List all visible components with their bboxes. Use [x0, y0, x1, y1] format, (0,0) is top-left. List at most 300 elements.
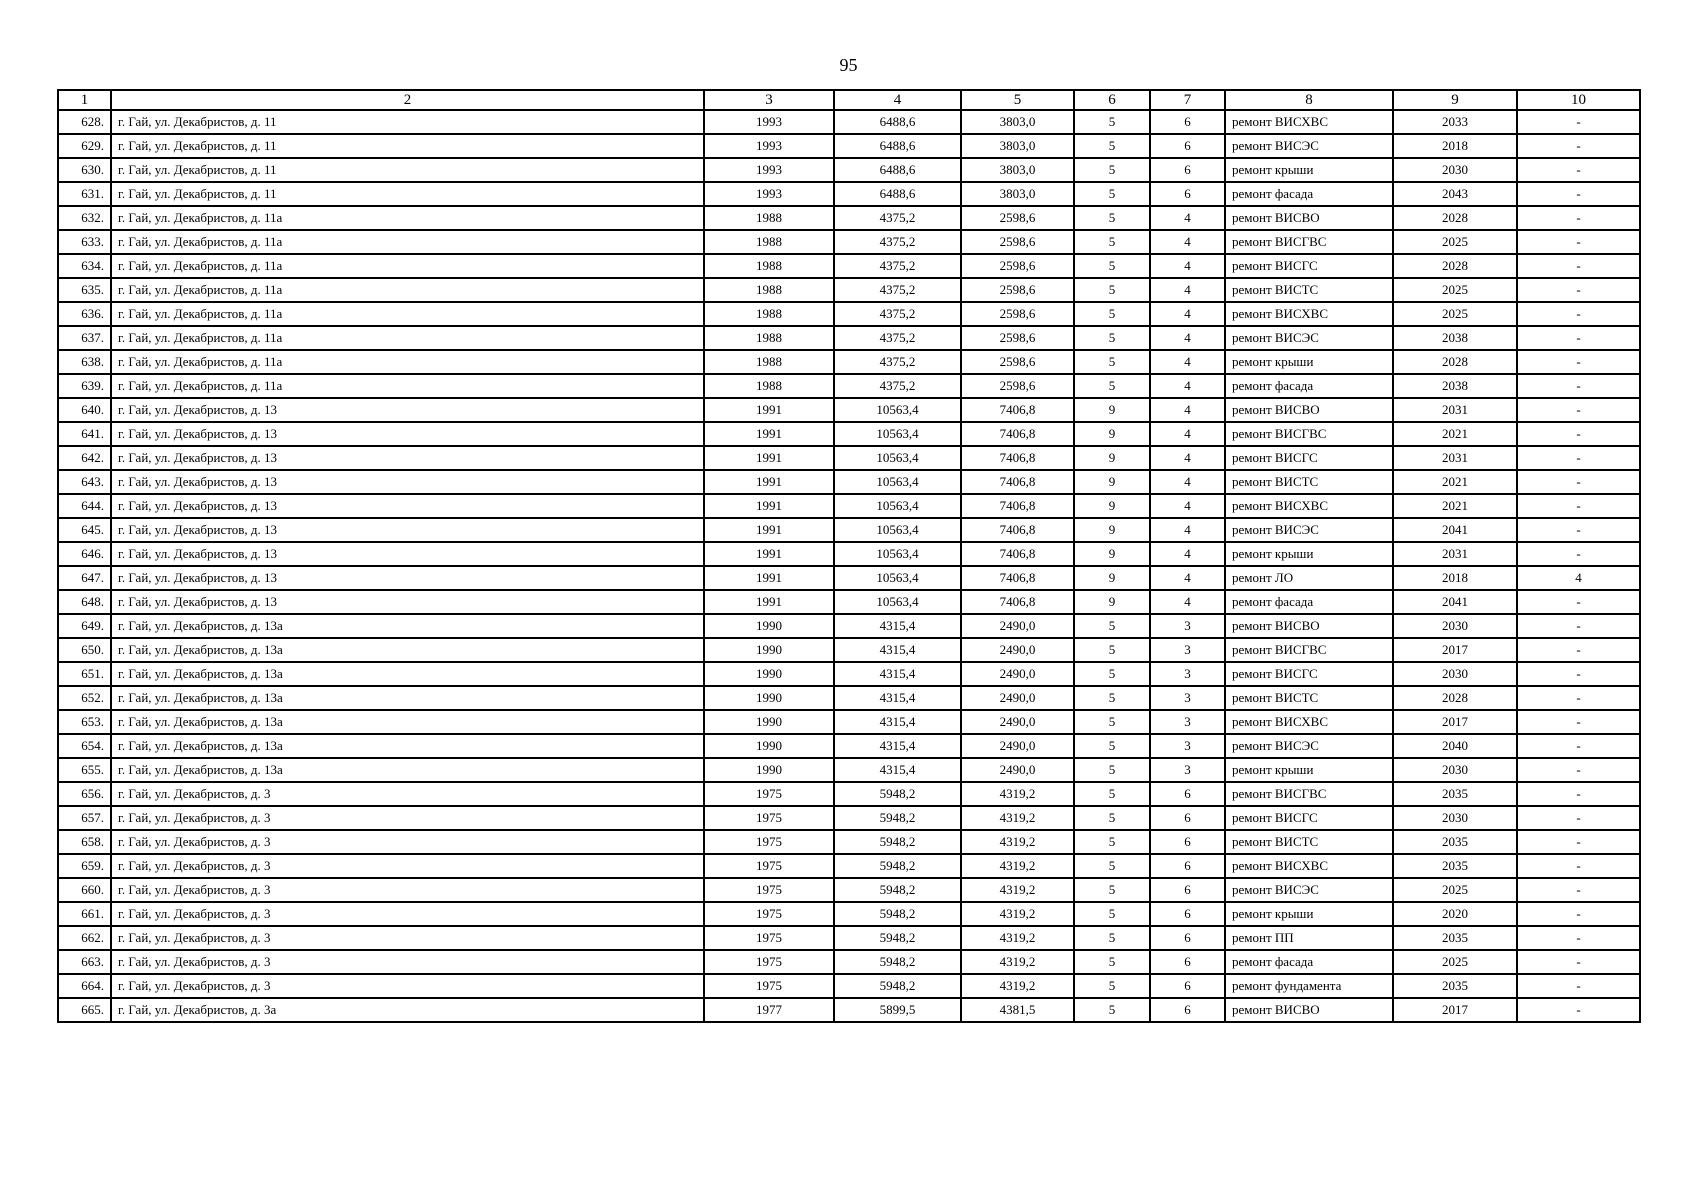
- cell-total-area: 4315,4: [834, 758, 961, 782]
- cell-planned-year: 2041: [1393, 518, 1517, 542]
- cell-total-area: 10563,4: [834, 566, 961, 590]
- cell-total-area: 5948,2: [834, 806, 961, 830]
- cell-row-number: 631.: [58, 182, 111, 206]
- cell-entrances: 4: [1150, 374, 1225, 398]
- cell-row-number: 656.: [58, 782, 111, 806]
- cell-living-area: 7406,8: [961, 518, 1074, 542]
- cell-address: г. Гай, ул. Декабристов, д. 13: [111, 590, 704, 614]
- cell-value-col10: -: [1517, 254, 1640, 278]
- table-row: [58, 230, 1640, 254]
- cell-row-number: 646.: [58, 542, 111, 566]
- cell-planned-year: 2035: [1393, 854, 1517, 878]
- cell-living-area: 4319,2: [961, 878, 1074, 902]
- table-row: [58, 134, 1640, 158]
- cell-row-number: 632.: [58, 206, 111, 230]
- cell-entrances: 4: [1150, 326, 1225, 350]
- cell-floors: 5: [1074, 254, 1150, 278]
- cell-living-area: 2598,6: [961, 278, 1074, 302]
- cell-row-number: 661.: [58, 902, 111, 926]
- cell-row-number: 641.: [58, 422, 111, 446]
- column-header: 10: [1517, 90, 1640, 110]
- cell-work-type: ремонт ВИСВО: [1225, 206, 1393, 230]
- cell-row-number: 648.: [58, 590, 111, 614]
- cell-work-type: ремонт ВИСЭС: [1225, 734, 1393, 758]
- cell-total-area: 4315,4: [834, 662, 961, 686]
- cell-total-area: 5899,5: [834, 998, 961, 1022]
- cell-address: г. Гай, ул. Декабристов, д. 3: [111, 926, 704, 950]
- cell-total-area: 5948,2: [834, 950, 961, 974]
- cell-entrances: 3: [1150, 686, 1225, 710]
- cell-value-col10: -: [1517, 422, 1640, 446]
- cell-entrances: 6: [1150, 110, 1225, 134]
- table-row: [58, 926, 1640, 950]
- cell-work-type: ремонт ВИСХВС: [1225, 494, 1393, 518]
- cell-year-built: 1991: [704, 494, 834, 518]
- cell-entrances: 6: [1150, 854, 1225, 878]
- cell-row-number: 635.: [58, 278, 111, 302]
- cell-work-type: ремонт ВИСГС: [1225, 662, 1393, 686]
- cell-work-type: ремонт крыши: [1225, 350, 1393, 374]
- cell-work-type: ремонт ВИСГВС: [1225, 230, 1393, 254]
- cell-row-number: 644.: [58, 494, 111, 518]
- cell-row-number: 629.: [58, 134, 111, 158]
- cell-living-area: 7406,8: [961, 398, 1074, 422]
- cell-planned-year: 2017: [1393, 710, 1517, 734]
- cell-living-area: 2490,0: [961, 662, 1074, 686]
- header-row: [58, 90, 1640, 110]
- cell-value-col10: -: [1517, 710, 1640, 734]
- cell-address: г. Гай, ул. Декабристов, д. 13а: [111, 662, 704, 686]
- cell-total-area: 10563,4: [834, 542, 961, 566]
- cell-floors: 5: [1074, 350, 1150, 374]
- cell-year-built: 1991: [704, 566, 834, 590]
- column-header: 4: [834, 90, 961, 110]
- cell-work-type: ремонт ЛО: [1225, 566, 1393, 590]
- cell-entrances: 6: [1150, 158, 1225, 182]
- cell-living-area: 2490,0: [961, 758, 1074, 782]
- cell-year-built: 1975: [704, 782, 834, 806]
- cell-floors: 5: [1074, 638, 1150, 662]
- cell-living-area: 2598,6: [961, 230, 1074, 254]
- cell-floors: 5: [1074, 782, 1150, 806]
- cell-year-built: 1990: [704, 710, 834, 734]
- cell-entrances: 6: [1150, 782, 1225, 806]
- cell-work-type: ремонт крыши: [1225, 158, 1393, 182]
- cell-floors: 5: [1074, 134, 1150, 158]
- cell-work-type: ремонт ПП: [1225, 926, 1393, 950]
- cell-value-col10: -: [1517, 182, 1640, 206]
- cell-total-area: 10563,4: [834, 590, 961, 614]
- cell-year-built: 1990: [704, 734, 834, 758]
- cell-floors: 5: [1074, 374, 1150, 398]
- cell-address: г. Гай, ул. Декабристов, д. 11а: [111, 230, 704, 254]
- cell-year-built: 1991: [704, 590, 834, 614]
- cell-row-number: 633.: [58, 230, 111, 254]
- cell-planned-year: 2030: [1393, 662, 1517, 686]
- cell-living-area: 4381,5: [961, 998, 1074, 1022]
- table-body: [58, 110, 1640, 1022]
- cell-row-number: 628.: [58, 110, 111, 134]
- cell-entrances: 4: [1150, 470, 1225, 494]
- cell-living-area: 2490,0: [961, 710, 1074, 734]
- cell-work-type: ремонт фундамента: [1225, 974, 1393, 998]
- cell-address: г. Гай, ул. Декабристов, д. 3: [111, 830, 704, 854]
- cell-floors: 5: [1074, 158, 1150, 182]
- cell-planned-year: 2035: [1393, 782, 1517, 806]
- cell-address: г. Гай, ул. Декабристов, д. 3: [111, 806, 704, 830]
- cell-floors: 9: [1074, 518, 1150, 542]
- cell-work-type: ремонт фасада: [1225, 950, 1393, 974]
- cell-value-col10: -: [1517, 518, 1640, 542]
- cell-floors: 5: [1074, 806, 1150, 830]
- cell-living-area: 7406,8: [961, 422, 1074, 446]
- table-row: [58, 710, 1640, 734]
- cell-work-type: ремонт крыши: [1225, 902, 1393, 926]
- cell-address: г. Гай, ул. Декабристов, д. 13: [111, 518, 704, 542]
- cell-row-number: 630.: [58, 158, 111, 182]
- cell-work-type: ремонт ВИСЭС: [1225, 878, 1393, 902]
- cell-living-area: 7406,8: [961, 470, 1074, 494]
- cell-row-number: 645.: [58, 518, 111, 542]
- cell-row-number: 654.: [58, 734, 111, 758]
- cell-year-built: 1975: [704, 806, 834, 830]
- cell-entrances: 3: [1150, 710, 1225, 734]
- cell-value-col10: -: [1517, 494, 1640, 518]
- cell-row-number: 638.: [58, 350, 111, 374]
- cell-work-type: ремонт ВИСХВС: [1225, 710, 1393, 734]
- cell-address: г. Гай, ул. Декабристов, д. 13а: [111, 734, 704, 758]
- cell-planned-year: 2041: [1393, 590, 1517, 614]
- cell-value-col10: -: [1517, 542, 1640, 566]
- cell-row-number: 636.: [58, 302, 111, 326]
- cell-living-area: 2598,6: [961, 326, 1074, 350]
- column-header: 9: [1393, 90, 1517, 110]
- table-row: [58, 830, 1640, 854]
- cell-living-area: 7406,8: [961, 494, 1074, 518]
- cell-row-number: 659.: [58, 854, 111, 878]
- cell-floors: 5: [1074, 758, 1150, 782]
- cell-total-area: 4315,4: [834, 614, 961, 638]
- cell-address: г. Гай, ул. Декабристов, д. 11: [111, 158, 704, 182]
- cell-entrances: 4: [1150, 206, 1225, 230]
- cell-value-col10: -: [1517, 974, 1640, 998]
- cell-total-area: 10563,4: [834, 518, 961, 542]
- cell-value-col10: -: [1517, 350, 1640, 374]
- cell-floors: 5: [1074, 854, 1150, 878]
- table-row: [58, 206, 1640, 230]
- cell-work-type: ремонт фасада: [1225, 590, 1393, 614]
- cell-total-area: 4375,2: [834, 374, 961, 398]
- cell-year-built: 1977: [704, 998, 834, 1022]
- cell-floors: 9: [1074, 446, 1150, 470]
- cell-address: г. Гай, ул. Декабристов, д. 13: [111, 566, 704, 590]
- cell-planned-year: 2025: [1393, 278, 1517, 302]
- cell-floors: 5: [1074, 182, 1150, 206]
- cell-value-col10: -: [1517, 398, 1640, 422]
- cell-total-area: 6488,6: [834, 182, 961, 206]
- cell-year-built: 1991: [704, 398, 834, 422]
- cell-floors: 5: [1074, 302, 1150, 326]
- cell-address: г. Гай, ул. Декабристов, д. 3: [111, 878, 704, 902]
- cell-entrances: 6: [1150, 998, 1225, 1022]
- cell-work-type: ремонт ВИСЭС: [1225, 326, 1393, 350]
- cell-year-built: 1988: [704, 278, 834, 302]
- cell-year-built: 1975: [704, 830, 834, 854]
- cell-address: г. Гай, ул. Декабристов, д. 11а: [111, 302, 704, 326]
- cell-planned-year: 2025: [1393, 302, 1517, 326]
- cell-address: г. Гай, ул. Декабристов, д. 3: [111, 974, 704, 998]
- cell-total-area: 4315,4: [834, 686, 961, 710]
- table-row: [58, 110, 1640, 134]
- cell-total-area: 10563,4: [834, 398, 961, 422]
- cell-year-built: 1975: [704, 926, 834, 950]
- cell-total-area: 5948,2: [834, 926, 961, 950]
- column-header: 7: [1150, 90, 1225, 110]
- cell-entrances: 6: [1150, 134, 1225, 158]
- cell-value-col10: -: [1517, 734, 1640, 758]
- cell-address: г. Гай, ул. Декабристов, д. 13: [111, 470, 704, 494]
- cell-living-area: 4319,2: [961, 782, 1074, 806]
- cell-row-number: 652.: [58, 686, 111, 710]
- table-row: [58, 638, 1640, 662]
- cell-year-built: 1993: [704, 158, 834, 182]
- cell-planned-year: 2025: [1393, 878, 1517, 902]
- cell-entrances: 4: [1150, 302, 1225, 326]
- cell-address: г. Гай, ул. Декабристов, д. 13: [111, 446, 704, 470]
- cell-living-area: 4319,2: [961, 854, 1074, 878]
- cell-row-number: 639.: [58, 374, 111, 398]
- cell-living-area: 2598,6: [961, 374, 1074, 398]
- cell-planned-year: 2033: [1393, 110, 1517, 134]
- cell-planned-year: 2017: [1393, 998, 1517, 1022]
- cell-floors: 5: [1074, 686, 1150, 710]
- cell-value-col10: -: [1517, 590, 1640, 614]
- table-row: [58, 542, 1640, 566]
- cell-year-built: 1990: [704, 758, 834, 782]
- cell-year-built: 1991: [704, 422, 834, 446]
- cell-entrances: 6: [1150, 950, 1225, 974]
- cell-year-built: 1990: [704, 638, 834, 662]
- table-row: [58, 854, 1640, 878]
- cell-entrances: 4: [1150, 254, 1225, 278]
- cell-living-area: 3803,0: [961, 158, 1074, 182]
- cell-address: г. Гай, ул. Декабристов, д. 13а: [111, 710, 704, 734]
- cell-row-number: 637.: [58, 326, 111, 350]
- cell-floors: 9: [1074, 422, 1150, 446]
- cell-year-built: 1991: [704, 446, 834, 470]
- cell-address: г. Гай, ул. Декабристов, д. 11а: [111, 374, 704, 398]
- cell-planned-year: 2030: [1393, 158, 1517, 182]
- cell-planned-year: 2031: [1393, 446, 1517, 470]
- cell-address: г. Гай, ул. Декабристов, д. 3: [111, 854, 704, 878]
- cell-floors: 9: [1074, 398, 1150, 422]
- cell-living-area: 2490,0: [961, 614, 1074, 638]
- table-row: [58, 326, 1640, 350]
- cell-value-col10: -: [1517, 206, 1640, 230]
- cell-value-col10: -: [1517, 830, 1640, 854]
- cell-entrances: 4: [1150, 518, 1225, 542]
- cell-work-type: ремонт ВИСВО: [1225, 398, 1393, 422]
- cell-planned-year: 2030: [1393, 806, 1517, 830]
- cell-value-col10: -: [1517, 782, 1640, 806]
- cell-entrances: 6: [1150, 830, 1225, 854]
- cell-floors: 5: [1074, 206, 1150, 230]
- cell-work-type: ремонт ВИСТС: [1225, 686, 1393, 710]
- cell-entrances: 4: [1150, 542, 1225, 566]
- cell-total-area: 4375,2: [834, 254, 961, 278]
- cell-total-area: 4375,2: [834, 302, 961, 326]
- cell-value-col10: -: [1517, 470, 1640, 494]
- cell-row-number: 642.: [58, 446, 111, 470]
- cell-floors: 5: [1074, 974, 1150, 998]
- table-row: [58, 158, 1640, 182]
- table-row: [58, 686, 1640, 710]
- cell-value-col10: -: [1517, 614, 1640, 638]
- cell-value-col10: -: [1517, 686, 1640, 710]
- table-row: [58, 662, 1640, 686]
- cell-work-type: ремонт ВИСХВС: [1225, 110, 1393, 134]
- cell-entrances: 4: [1150, 422, 1225, 446]
- cell-entrances: 6: [1150, 902, 1225, 926]
- cell-row-number: 655.: [58, 758, 111, 782]
- cell-address: г. Гай, ул. Декабристов, д. 11: [111, 134, 704, 158]
- cell-year-built: 1993: [704, 110, 834, 134]
- cell-work-type: ремонт ВИСГВС: [1225, 638, 1393, 662]
- cell-value-col10: -: [1517, 806, 1640, 830]
- cell-total-area: 5948,2: [834, 782, 961, 806]
- cell-entrances: 6: [1150, 182, 1225, 206]
- cell-year-built: 1988: [704, 302, 834, 326]
- cell-living-area: 2598,6: [961, 206, 1074, 230]
- cell-living-area: 7406,8: [961, 446, 1074, 470]
- table-row: [58, 758, 1640, 782]
- cell-address: г. Гай, ул. Декабристов, д. 13: [111, 542, 704, 566]
- cell-value-col10: -: [1517, 662, 1640, 686]
- cell-year-built: 1993: [704, 182, 834, 206]
- cell-floors: 5: [1074, 902, 1150, 926]
- cell-floors: 5: [1074, 734, 1150, 758]
- cell-value-col10: -: [1517, 110, 1640, 134]
- cell-planned-year: 2035: [1393, 830, 1517, 854]
- cell-address: г. Гай, ул. Декабристов, д. 13а: [111, 686, 704, 710]
- cell-row-number: 663.: [58, 950, 111, 974]
- cell-address: г. Гай, ул. Декабристов, д. 11: [111, 110, 704, 134]
- table-row: [58, 614, 1640, 638]
- cell-year-built: 1990: [704, 614, 834, 638]
- cell-living-area: 7406,8: [961, 590, 1074, 614]
- cell-total-area: 4315,4: [834, 710, 961, 734]
- cell-row-number: 634.: [58, 254, 111, 278]
- cell-planned-year: 2025: [1393, 950, 1517, 974]
- cell-work-type: ремонт крыши: [1225, 542, 1393, 566]
- cell-planned-year: 2038: [1393, 326, 1517, 350]
- cell-value-col10: -: [1517, 158, 1640, 182]
- cell-total-area: 4375,2: [834, 230, 961, 254]
- cell-floors: 5: [1074, 950, 1150, 974]
- cell-row-number: 640.: [58, 398, 111, 422]
- cell-living-area: 3803,0: [961, 134, 1074, 158]
- cell-work-type: ремонт ВИСТС: [1225, 830, 1393, 854]
- table-row: [58, 998, 1640, 1022]
- cell-planned-year: 2043: [1393, 182, 1517, 206]
- cell-value-col10: -: [1517, 326, 1640, 350]
- cell-living-area: 4319,2: [961, 830, 1074, 854]
- cell-floors: 5: [1074, 230, 1150, 254]
- cell-row-number: 647.: [58, 566, 111, 590]
- cell-address: г. Гай, ул. Декабристов, д. 13: [111, 494, 704, 518]
- column-header: 1: [58, 90, 111, 110]
- cell-entrances: 4: [1150, 446, 1225, 470]
- cell-floors: 5: [1074, 878, 1150, 902]
- cell-total-area: 5948,2: [834, 974, 961, 998]
- cell-planned-year: 2018: [1393, 566, 1517, 590]
- cell-row-number: 643.: [58, 470, 111, 494]
- cell-living-area: 2490,0: [961, 638, 1074, 662]
- cell-address: г. Гай, ул. Декабристов, д. 11а: [111, 206, 704, 230]
- cell-value-col10: -: [1517, 302, 1640, 326]
- cell-address: г. Гай, ул. Декабристов, д. 11а: [111, 326, 704, 350]
- cell-entrances: 3: [1150, 734, 1225, 758]
- cell-address: г. Гай, ул. Декабристов, д. 13а: [111, 614, 704, 638]
- cell-row-number: 658.: [58, 830, 111, 854]
- cell-row-number: 662.: [58, 926, 111, 950]
- cell-value-col10: -: [1517, 926, 1640, 950]
- table-row: [58, 398, 1640, 422]
- cell-total-area: 4375,2: [834, 278, 961, 302]
- cell-entrances: 3: [1150, 758, 1225, 782]
- cell-year-built: 1993: [704, 134, 834, 158]
- cell-floors: 9: [1074, 566, 1150, 590]
- table-row: [58, 494, 1640, 518]
- cell-floors: 9: [1074, 542, 1150, 566]
- cell-work-type: ремонт ВИСГС: [1225, 446, 1393, 470]
- cell-address: г. Гай, ул. Декабристов, д. 3а: [111, 998, 704, 1022]
- cell-total-area: 6488,6: [834, 134, 961, 158]
- cell-floors: 5: [1074, 662, 1150, 686]
- table-row: [58, 254, 1640, 278]
- cell-floors: 5: [1074, 278, 1150, 302]
- cell-row-number: 660.: [58, 878, 111, 902]
- table-row: [58, 806, 1640, 830]
- table-row: [58, 422, 1640, 446]
- cell-value-col10: -: [1517, 902, 1640, 926]
- cell-year-built: 1975: [704, 854, 834, 878]
- cell-floors: 5: [1074, 710, 1150, 734]
- cell-planned-year: 2031: [1393, 398, 1517, 422]
- cell-row-number: 651.: [58, 662, 111, 686]
- cell-year-built: 1988: [704, 350, 834, 374]
- cell-value-col10: -: [1517, 950, 1640, 974]
- cell-row-number: 649.: [58, 614, 111, 638]
- cell-entrances: 4: [1150, 230, 1225, 254]
- cell-planned-year: 2025: [1393, 230, 1517, 254]
- cell-value-col10: 4: [1517, 566, 1640, 590]
- cell-total-area: 5948,2: [834, 830, 961, 854]
- cell-value-col10: -: [1517, 638, 1640, 662]
- cell-living-area: 2598,6: [961, 302, 1074, 326]
- column-header: 3: [704, 90, 834, 110]
- cell-year-built: 1975: [704, 974, 834, 998]
- cell-year-built: 1988: [704, 374, 834, 398]
- column-header: 6: [1074, 90, 1150, 110]
- cell-planned-year: 2035: [1393, 926, 1517, 950]
- cell-floors: 5: [1074, 326, 1150, 350]
- table-row: [58, 278, 1640, 302]
- cell-planned-year: 2040: [1393, 734, 1517, 758]
- cell-address: г. Гай, ул. Декабристов, д. 3: [111, 902, 704, 926]
- cell-address: г. Гай, ул. Декабристов, д. 13а: [111, 758, 704, 782]
- cell-entrances: 4: [1150, 494, 1225, 518]
